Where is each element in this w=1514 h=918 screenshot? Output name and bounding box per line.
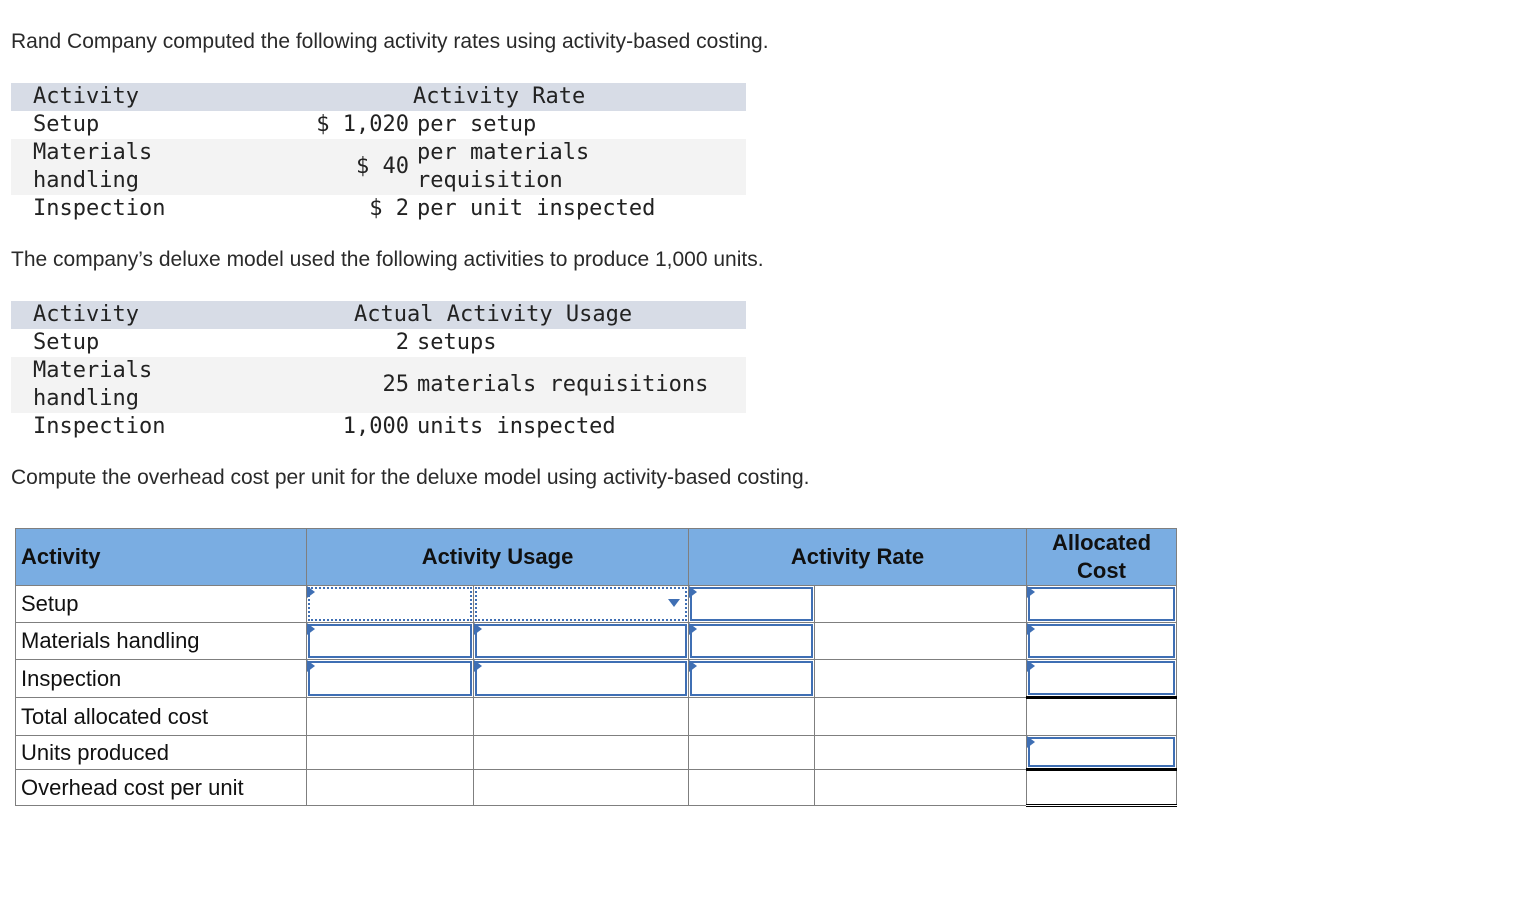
rates-row-unit: per unit inspected <box>417 196 656 221</box>
ws-row-label: Units produced <box>16 736 307 770</box>
usage-row-activity: Setup <box>33 330 100 355</box>
usage-row-amount: 25 <box>301 357 417 413</box>
empty-cell <box>474 770 689 806</box>
total-cost-cell <box>1027 698 1177 736</box>
ws-row-label: Overhead cost per unit <box>16 770 307 806</box>
overhead-per-unit-cell <box>1027 770 1177 806</box>
empty-cell <box>307 698 474 736</box>
ws-row-label: Inspection <box>16 660 307 698</box>
question-text: Compute the overhead cost per unit for the deluxe model using activity-based costing. <box>11 466 810 489</box>
rates-row-activity: Materials handling <box>11 139 301 195</box>
ws-header-usage: Activity Usage <box>307 529 689 586</box>
inspection-rate-unit-cell <box>815 660 1027 698</box>
setup-rate-input[interactable] <box>689 586 815 623</box>
inspection-usage-input[interactable] <box>307 660 474 698</box>
usage-row-amount: 1,000 <box>342 414 409 439</box>
usage-row-unit: units inspected <box>417 414 616 439</box>
usage-row-activity: Materials handling <box>11 357 301 413</box>
ws-header-allocated-cost: Allocated Cost <box>1027 529 1177 586</box>
chevron-down-icon <box>668 599 680 607</box>
inspection-usage-unit-dropdown[interactable] <box>474 660 689 698</box>
rates-row-amount: $ 40 <box>301 139 417 195</box>
materials-cost-input[interactable] <box>1027 623 1177 660</box>
rates-row-activity: Inspection <box>33 196 166 221</box>
rates-header-activity: Activity <box>11 83 301 111</box>
empty-cell <box>474 736 689 770</box>
inspection-cost-input[interactable] <box>1027 660 1177 698</box>
ws-row-label: Setup <box>16 586 307 623</box>
rates-row-unit: per materials requisition <box>417 139 746 195</box>
intro-text: Rand Company computed the following activity rates using activity-based costing. <box>11 30 769 53</box>
inspection-rate-input[interactable] <box>689 660 815 698</box>
materials-rate-unit-cell <box>815 623 1027 660</box>
usage-row-unit: materials requisitions <box>417 357 746 413</box>
usage-header-usage: Actual Activity Usage <box>301 301 746 329</box>
abc-worksheet <box>15 528 1177 807</box>
empty-cell <box>689 698 815 736</box>
setup-rate-unit-cell <box>815 586 1027 623</box>
empty-cell <box>307 736 474 770</box>
rates-row-unit: per setup <box>417 112 537 137</box>
rates-header-rate: Activity Rate <box>301 83 746 111</box>
ws-header-activity: Activity <box>16 529 307 586</box>
empty-cell <box>689 736 815 770</box>
usage-row-activity: Inspection <box>33 414 166 439</box>
ws-row-label: Total allocated cost <box>16 698 307 736</box>
empty-cell <box>474 698 689 736</box>
usage-row-unit: setups <box>417 330 497 355</box>
rates-row-amount: $ 1,020 <box>316 112 409 137</box>
empty-cell <box>815 736 1027 770</box>
setup-usage-unit-dropdown[interactable] <box>474 586 689 623</box>
empty-cell <box>307 770 474 806</box>
activity-rates-table <box>11 83 746 223</box>
materials-usage-unit-dropdown[interactable] <box>474 623 689 660</box>
units-produced-input[interactable] <box>1027 736 1177 770</box>
rates-row-activity: Setup <box>33 112 100 137</box>
materials-rate-input[interactable] <box>689 623 815 660</box>
usage-intro-text: The company’s deluxe model used the following activities to produce 1,000 units. <box>11 248 764 271</box>
rates-row-amount: $ 2 <box>369 196 409 221</box>
empty-cell <box>689 770 815 806</box>
empty-cell <box>815 770 1027 806</box>
empty-cell <box>815 698 1027 736</box>
usage-header-activity: Activity <box>11 301 301 329</box>
setup-cost-input[interactable] <box>1027 586 1177 623</box>
activity-usage-table <box>11 301 746 441</box>
ws-header-rate: Activity Rate <box>689 529 1027 586</box>
setup-usage-input[interactable] <box>307 586 474 623</box>
usage-row-amount: 2 <box>395 330 409 355</box>
materials-usage-input[interactable] <box>307 623 474 660</box>
ws-row-label: Materials handling <box>16 623 307 660</box>
